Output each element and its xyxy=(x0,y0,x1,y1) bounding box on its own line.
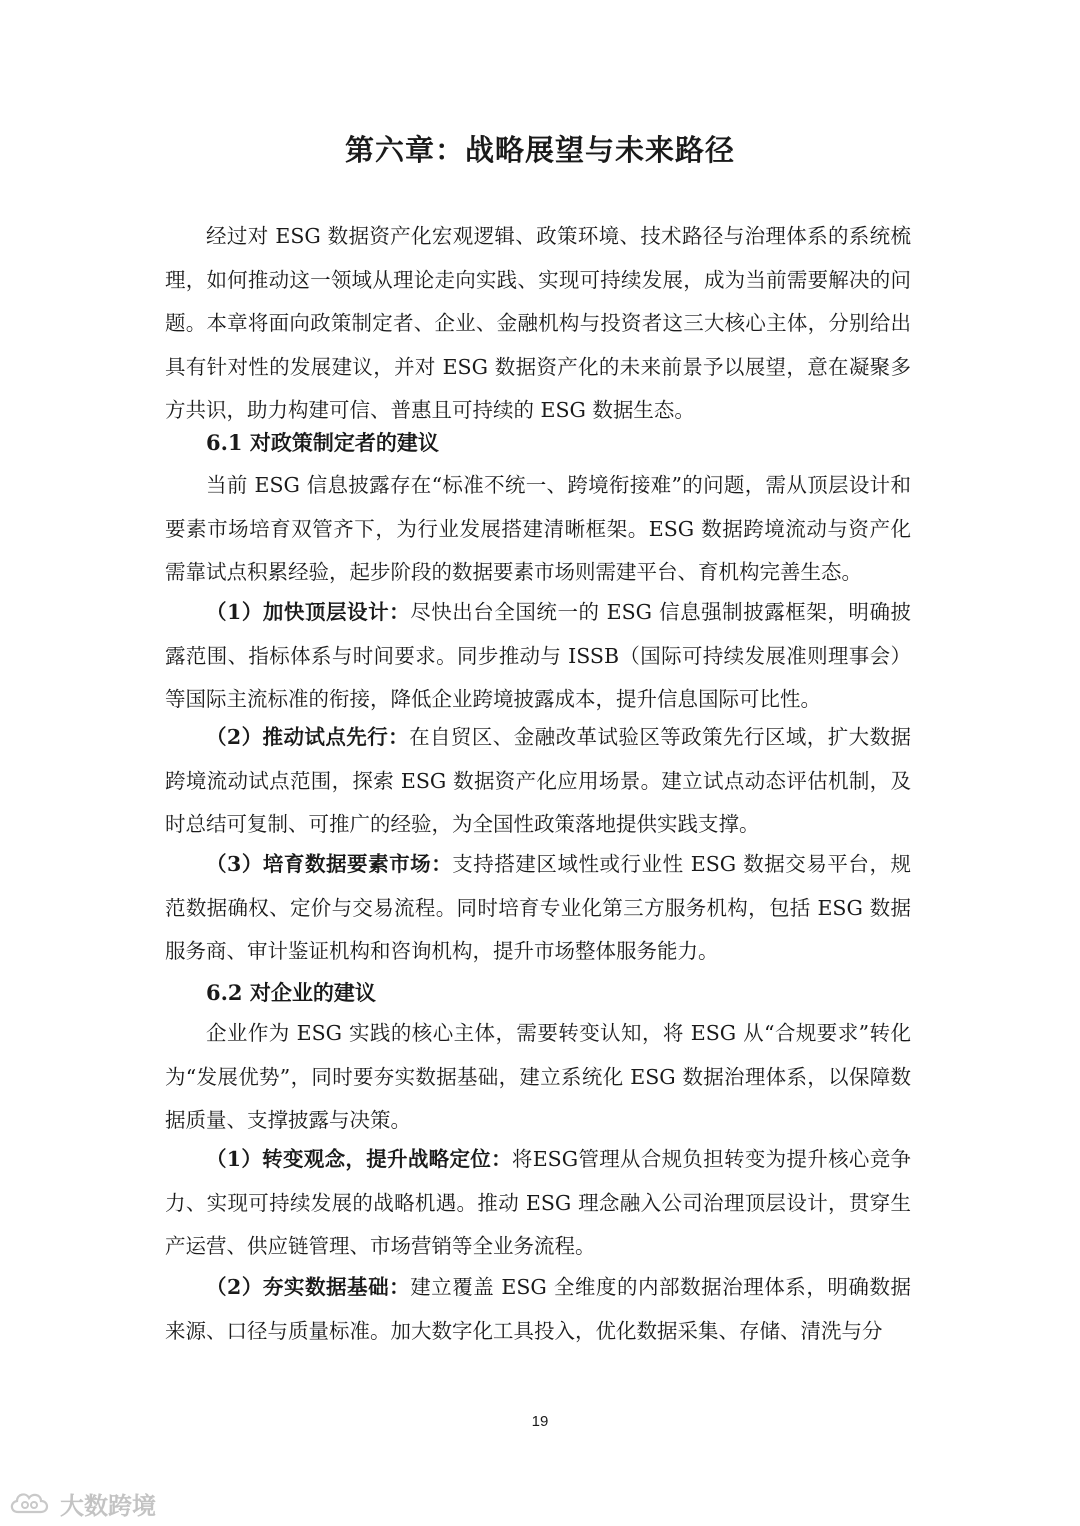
item-lead: （1）转变观念，提升战略定位： xyxy=(206,1147,512,1171)
watermark xyxy=(8,1486,156,1521)
item-text: 在自贸区、金融改革试验区等政策先行区域，扩大数据跨境流动试点范围，探索 ESG 数据资产化应用场景。建立试点动态评估机制，及时总结可复制、可推广的经验，为全国性政策落地提供实践支撑。 xyxy=(165,725,911,836)
item-lead: （2）夯实数据基础： xyxy=(206,1275,411,1299)
section-6-2-item-2 xyxy=(165,1266,911,1353)
item-lead: （2）推动试点先行： xyxy=(206,725,410,749)
item-text: 将ESG管理从合规负担转变为提升核心竞争力、实现可持续发展的战略机遇。推动 ESG 理念融入公司治理顶层设计，贯穿生产运营、供应链管理、市场营销等全业务流程。 xyxy=(165,1147,912,1258)
section-6-2-intro: 企业作为 ESG 实践的核心主体，需要转变认知，将 ESG 从“合规要求”转化为“发展优势”，同时要夯实数据基础，建立系统化 ESG 数据治理体系，以保障数据质量、支撑披露与决策。 xyxy=(165,1021,911,1132)
section-6-1-item-1 xyxy=(165,591,911,722)
section-heading-6-2: 6.2 对企业的建议 xyxy=(206,980,376,1005)
item-text: 尽快出台全国统一的 ESG 信息强制披露框架，明确披露范围、指标体系与时间要求。同步推动与 ISSB（国际可持续发展准则理事会）等国际主流标准的衔接，降低企业跨境披露成本，提升信息国际可比性。 xyxy=(165,600,912,711)
page-title: 第六章：战略展望与未来路径 xyxy=(344,133,735,167)
item-lead: （1）加快顶层设计： xyxy=(206,600,411,624)
page-number: 19 xyxy=(531,1413,549,1430)
item-text: 支持搭建区域性或行业性 ESG 数据交易平台，规范数据确权、定价与交易流程。同时培育专业化第三方服务机构，包括 ESG 数据服务商、审计鉴证机构和咨询机构，提升市场整体服务能力。 xyxy=(165,852,912,963)
item-lead: （3）培育数据要素市场： xyxy=(206,852,453,876)
section-6-2-item-1 xyxy=(165,1138,911,1269)
section-heading-6-1: 6.1 对政策制定者的建议 xyxy=(206,430,439,455)
watermark-text: 大数跨境 xyxy=(60,1492,156,1520)
section-6-1-item-3 xyxy=(165,843,911,974)
item-text: 建立覆盖 ESG 全维度的内部数据治理体系，明确数据来源、口径与质量标准。加大数字化工具投入，优化数据采集、存储、清洗与分 xyxy=(165,1275,912,1343)
intro-paragraph: 经过对 ESG 数据资产化宏观逻辑、政策环境、技术路径与治理体系的系统梳理，如何推动这一领域从理论走向实践、实现可持续发展，成为当前需要解决的问题。本章将面向政策制定者、企业、金融机构与投资者这三大核心主体，分别给出具有针对性的发展建议，并对 ESG 数据资产化的未来前景予以展望，意在凝聚多方共识，助力构建可信、普惠且可持续的 ESG 数据生态。 xyxy=(165,224,911,422)
section-6-1-item-2 xyxy=(165,716,911,847)
section-6-1-intro: 当前 ESG 信息披露存在“标准不统一、跨境衔接难”的问题，需从顶层设计和要素市场培育双管齐下，为行业发展搭建清晰框架。ESG 数据跨境流动与资产化需靠试点积累经验，起步阶段的数据要素市场则需建平台、育机构完善生态。 xyxy=(165,473,911,584)
cloud-logo-icon xyxy=(8,1490,56,1518)
